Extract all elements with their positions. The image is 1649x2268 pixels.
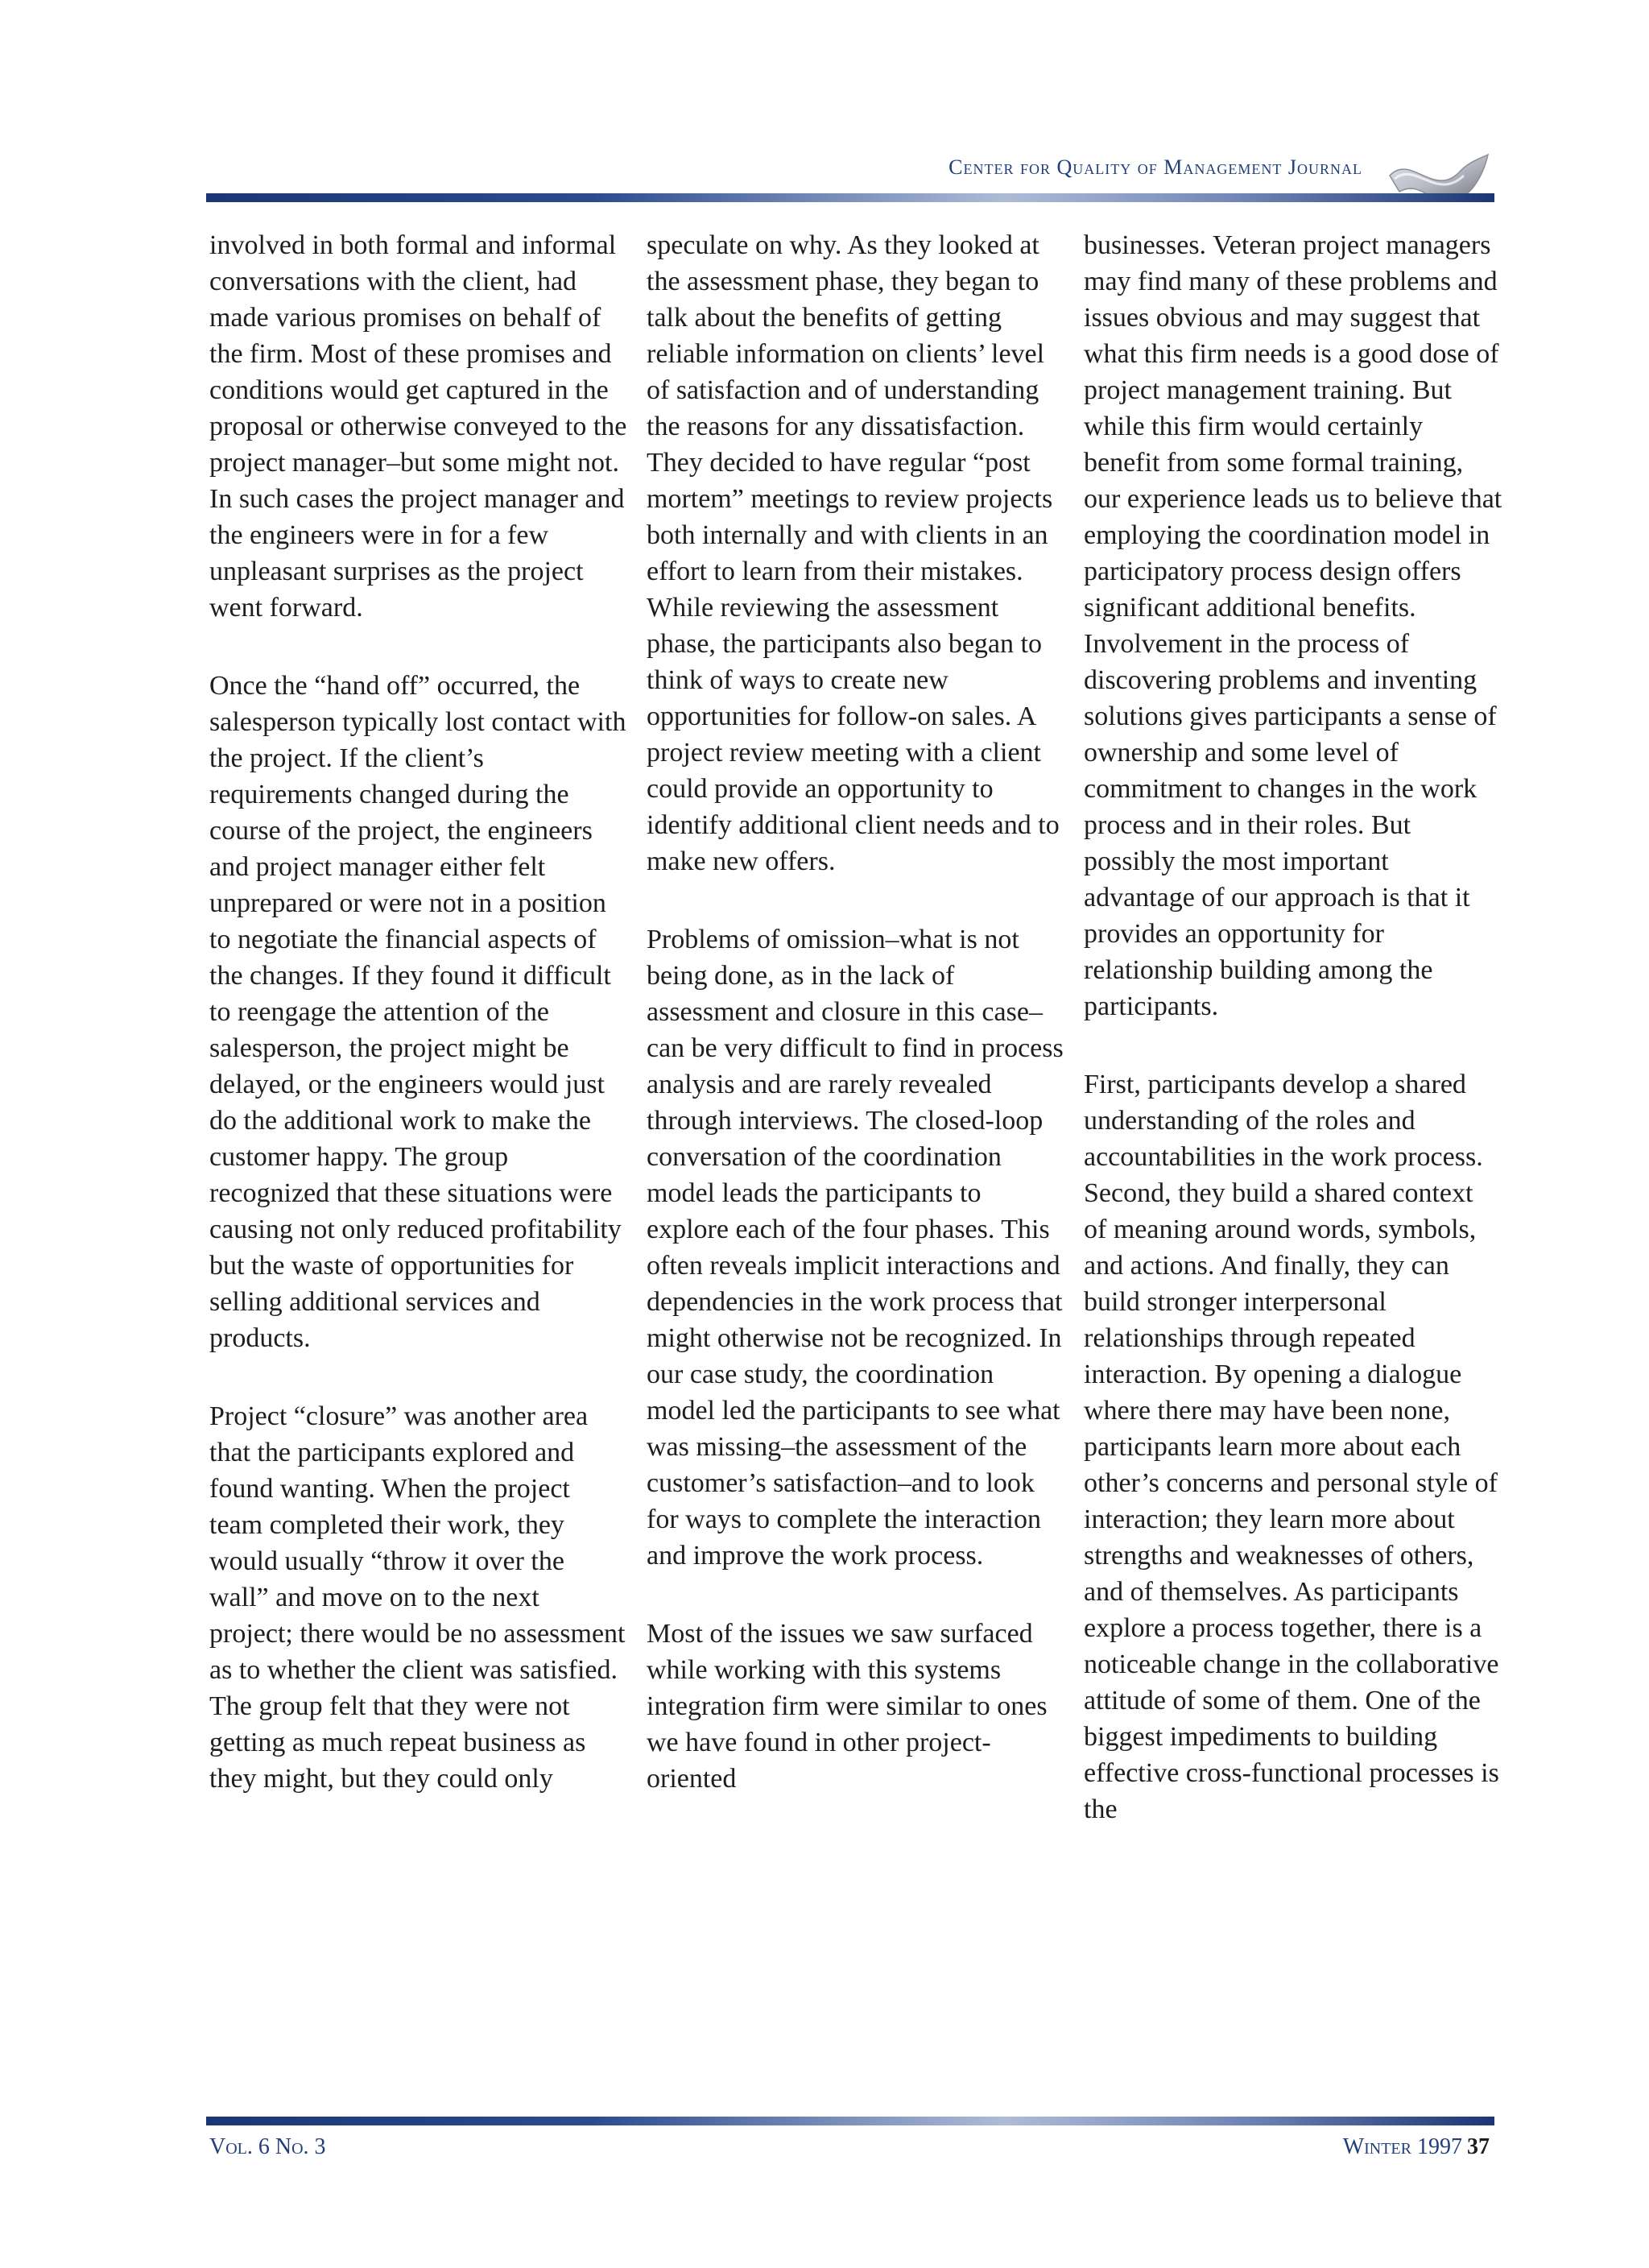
text-column-1 [209,227,628,1839]
volume-label: Vol. 6 No. 3 [209,2134,326,2159]
paragraph: involved in both formal and informal conversations with the client, had made various promises on behalf of the firm. Most of these promises and conditions would get captured in the proposal or otherwise conveyed to the project manager–but some might not. In such cases the project manager and the engineers were in for a few unpleasant surprises as the project went forward. [209,230,627,623]
paragraph: First, participants develop a shared understanding of the roles and accountabilities in the work process. Second, they build a shared context of meaning around words, symbols, and actions. And finally, they can build stronger interpersonal relationships through repeated interaction. By opening a dialogue where there may have been none, participants learn more about each other’s concerns and personal style of interaction; they learn more about strengths and weaknesses of others, and of themselves. As participants explore a process together, there is a noticeable change in the collaborative attitude of some of them. One of the biggest impediments to building effective cross-functional processes is the [1084,1070,1499,1824]
paragraph: Once the “hand off” occurred, the salesperson typically lost contact with the project. If the client’s requirements changed during the course of the project, the engineers and project manager either felt unprepared or were not in a position to negotiate the financial aspects of the changes. If they found it difficult to reengage the attention of the salesperson, the project might be delayed, or the engineers would just do the additional work to make the customer happy. The group recognized that these situations were causing not only reduced profitability but the waste of opportunities for selling additional services and products. [209,671,626,1353]
footer-issue [1343,2134,1490,2160]
footer-rule [206,2117,1494,2125]
text-column-2 [647,227,1065,1839]
paragraph: speculate on why. As they looked at the assessment phase, they began to talk about the benefits of getting reliable information on clients’ level of satisfaction and of understanding the reasons for any dissatisfaction. They decided to have regular “post mortem” meetings to review projects both internally and with clients in an effort to learn from their mistakes. While reviewing the assessment phase, the participants also began to think of ways to create new opportunities for follow-on sales. A project review meeting with a client could provide an opportunity to identify additional client needs and to make new offers. [647,230,1060,876]
paragraph: Project “closure” was another area that the participants explored and found wanting. When the project team completed their work, they would usually “throw it over the wall” and move on to the next project; there would be no assessment as to whether the client was satisfied. The group felt that they were not getting as much repeat business as they might, but they could only [209,1401,626,1794]
text-column-3 [1084,227,1502,1869]
issue-label: Winter 1997 [1342,2134,1462,2159]
page-number: 37 [1467,2134,1490,2159]
paragraph: Problems of omission–what is not being done, as in the lack of assessment and closure in this case–can be very difficult to find in process analysis and are rarely revealed through interviews. The closed-loop conversation of the coordination model leads the participants to explore each of the four phases. This often reveals implicit interactions and dependencies in the work process that might otherwise not be recognized. In our case study, the coordination model led the participants to see what was missing–the assessment of the customer’s satisfaction–and to look for ways to complete the interaction and improve the work process. [647,925,1064,1571]
journal-title: Center for Quality of Management Journal [948,155,1362,179]
paragraph: businesses. Veteran project managers may find many of these problems and issues obvious and may suggest that what this firm needs is a good dose of project management training. But while this firm would certainly benefit from some formal training, our experience leads us to believe that employing the coordination model in participatory process design offers significant additional benefits. Involvement in the process of discovering problems and inventing solutions gives participants a sense of ownership and some level of commitment to changes in the work process and in their roles. But possibly the most important advantage of our approach is that it provides an opportunity for relationship building among the participants. [1084,230,1502,1021]
header-rule [206,193,1494,202]
paragraph: Most of the issues we saw surfaced while working with this systems integration firm were similar to ones we have found in other project-oriented [647,1619,1048,1794]
